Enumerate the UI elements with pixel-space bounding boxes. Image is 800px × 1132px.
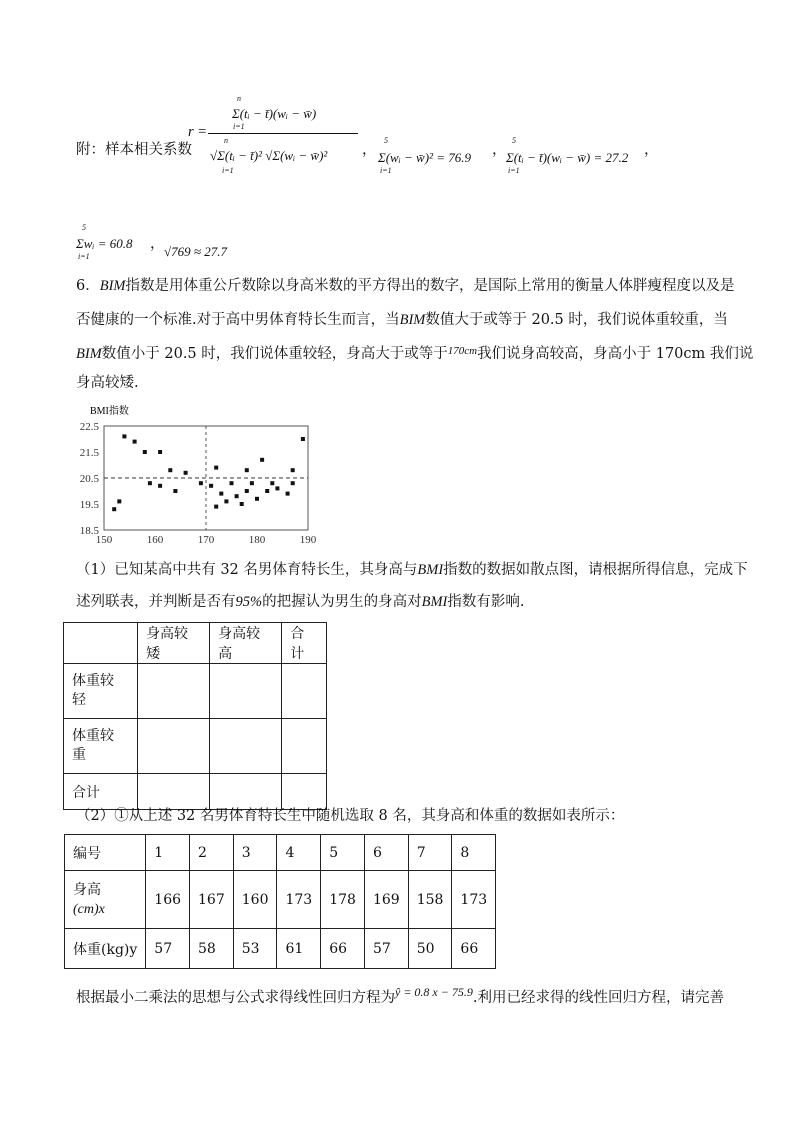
scatter-point (112, 507, 116, 511)
scatter-point (255, 497, 259, 501)
scatter-point (219, 492, 223, 496)
sum-tw-lower: i=1 (508, 166, 520, 175)
table-row (65, 835, 496, 871)
table-cell (64, 623, 138, 664)
scatter-point (230, 481, 234, 485)
denominator-sum-upper: n (224, 136, 228, 145)
sum-w-lower: i=1 (78, 252, 90, 261)
scatter-point (265, 489, 269, 493)
row-label: 体重较 重 (64, 719, 138, 774)
r-symbol: r = (188, 124, 208, 140)
table-row (64, 623, 327, 664)
x-tick-label: 180 (248, 534, 266, 546)
table-cell (282, 719, 327, 774)
scatter-point (133, 440, 137, 444)
sum-w-sq-lower: i=1 (380, 166, 392, 175)
table-cell: 3 (233, 835, 277, 871)
table-cell: 158 (408, 871, 452, 929)
row-label: 体重较 轻 (64, 664, 138, 719)
table-row (64, 719, 327, 774)
table-row (65, 871, 496, 929)
table-row (64, 664, 327, 719)
table-cell: 4 (277, 835, 321, 871)
row-label: 身高 (cm)x (65, 871, 146, 929)
table-cell: 166 (146, 871, 190, 929)
table-cell: 173 (452, 871, 496, 929)
x-tick-label: 160 (146, 534, 164, 546)
sum-w: Σwᵢ = 60.8 (76, 236, 133, 251)
scatter-point (199, 481, 203, 485)
scatter-point (122, 434, 126, 438)
y-tick-label: 21.5 (79, 447, 99, 459)
scatter-point (158, 450, 162, 454)
y-tick-label: 18.5 (79, 525, 99, 537)
table-cell: 57 (146, 929, 190, 969)
scatter-point (168, 468, 172, 472)
table-row (65, 929, 496, 969)
problem-line-2: 否健康的一个标准.对于高中男体育特长生而言，当BIM数值大于或等于 20.5 时，我们说体重较重，当 (76, 312, 728, 328)
scatter-point (270, 481, 274, 485)
table-cell: 178 (321, 871, 365, 929)
part1-line-2: 述列联表，并判断是否有95%的把握认为男生的身高对BMI指数有影响. (76, 594, 525, 610)
x-tick-label: 150 (95, 534, 113, 546)
row-label: 编号 (65, 835, 146, 871)
sum-tw: Σ(tᵢ − t̄)(wᵢ − w̄) = 27.2 (506, 150, 629, 165)
separator-4: ， (150, 236, 165, 252)
scatter-point (117, 499, 121, 503)
table-header: 合计 (282, 623, 327, 664)
table-cell: 2 (190, 835, 234, 871)
table-cell (138, 664, 210, 719)
table-cell: 61 (277, 929, 321, 969)
table-cell: 160 (233, 871, 277, 929)
denominator-sum-lower: i=1 (222, 166, 234, 175)
table-cell: 7 (408, 835, 452, 871)
table-cell: 58 (190, 929, 234, 969)
problem-number: 6． (76, 278, 100, 294)
scatter-point (214, 466, 218, 470)
table-cell: 8 (452, 835, 496, 871)
scatter-point (173, 489, 177, 493)
bmi-scatter-chart (70, 400, 330, 550)
sum-w-squared: Σ(wᵢ − w̄)² = 76.9 (378, 150, 471, 165)
part2-line: （2）①从上述 32 名男体育特长生中随机选取 8 名，其身高和体重的数据如表所示： (76, 808, 625, 824)
row-label: 体重(kg)y (65, 929, 146, 969)
table-cell (138, 719, 210, 774)
scatter-point (235, 494, 239, 498)
sum-w-upper: 5 (82, 223, 86, 232)
table-cell: 6 (364, 835, 408, 871)
scatter-point (286, 492, 290, 496)
sum-tw-upper: 5 (512, 136, 516, 145)
problem-line-4: 身高较矮. (76, 375, 139, 391)
fraction-bar (208, 133, 358, 134)
table-header: 身高较矮 (138, 623, 210, 664)
scatter-point (158, 484, 162, 488)
y-tick-label: 20.5 (79, 473, 99, 485)
separator-2: ， (492, 142, 507, 158)
scatter-point (224, 499, 228, 503)
numerator: Σ(tᵢ − t̄)(wᵢ − w̄) (232, 106, 317, 121)
table-cell: 169 (364, 871, 408, 929)
y-tick-label: 19.5 (79, 499, 99, 511)
table-header: 身高较高 (210, 623, 282, 664)
scatter-point (240, 502, 244, 506)
scatter-point (209, 484, 213, 488)
table-cell: 66 (321, 929, 365, 969)
table-row (64, 774, 327, 810)
table-cell (282, 664, 327, 719)
sqrt-value: √769 ≈ 27.7 (164, 244, 228, 259)
scatter-point (184, 471, 188, 475)
table-cell: 167 (190, 871, 234, 929)
numerator-sum-upper: n (237, 94, 241, 103)
numerator-sum-lower: i=1 (233, 122, 245, 131)
table-cell: 66 (452, 929, 496, 969)
denominator: √Σ(tᵢ − t̄)² √Σ(wᵢ − w̄)² (210, 148, 328, 163)
regression-equation: ŷ = 0.8 x − 75.9 (395, 985, 473, 999)
separator-3: ， (644, 142, 659, 158)
scatter-point (275, 486, 279, 490)
formula-prefix: 附：样本相关系数 (76, 142, 192, 158)
scatter-point (301, 437, 305, 441)
scatter-point (250, 481, 254, 485)
scatter-point (245, 468, 249, 472)
table-cell: 50 (408, 929, 452, 969)
y-tick-label: 22.5 (79, 421, 99, 433)
regression-line: 根据最小二乘法的思想与公式求得线性回归方程为$^{ŷ = 0.8 x - 75.9}$.利用已经求得的线性回归方程，请完善 (76, 985, 724, 1006)
problem-line-1: 6．BIM指数是用体重公斤数除以身高米数的平方得出的数字，是国际上常用的衡量人体胖瘦程度以及是 (76, 278, 735, 294)
table-cell: 1 (146, 835, 190, 871)
x-tick-label: 170 (197, 534, 215, 546)
scatter-point (260, 458, 264, 462)
scatter-point (148, 481, 152, 485)
table-cell: 5 (321, 835, 365, 871)
row-label: 合计 (64, 774, 138, 810)
table-cell: 57 (364, 929, 408, 969)
part1-line-1: （1）已知某高中共有 32 名男体育特长生，其身高与BMI指数的数据如散点图，请根据所得信息，完成下 (76, 562, 748, 578)
scatter-point (291, 468, 295, 472)
data-table (64, 834, 496, 969)
x-tick-label: 190 (299, 534, 317, 546)
table-cell (138, 774, 210, 810)
sum-w-sq-upper: 5 (384, 136, 388, 145)
scatter-point (143, 450, 147, 454)
scatter-point (245, 489, 249, 493)
table-cell (282, 774, 327, 810)
table-cell (210, 719, 282, 774)
chart-title: BMI指数 (90, 406, 129, 417)
table-cell: 173 (277, 871, 321, 929)
scatter-point (214, 505, 218, 509)
contingency-table (63, 622, 327, 810)
scatter-point (291, 481, 295, 485)
table-cell (210, 664, 282, 719)
separator-1: ， (362, 142, 377, 158)
table-cell: 53 (233, 929, 277, 969)
problem-line-3: BIM数值小于 20.5 时，我们说体重较轻，身高大于或等于$^{170cm}$我们说身高较高，身高小于 170cm 我们说 (76, 345, 754, 362)
table-cell (210, 774, 282, 810)
